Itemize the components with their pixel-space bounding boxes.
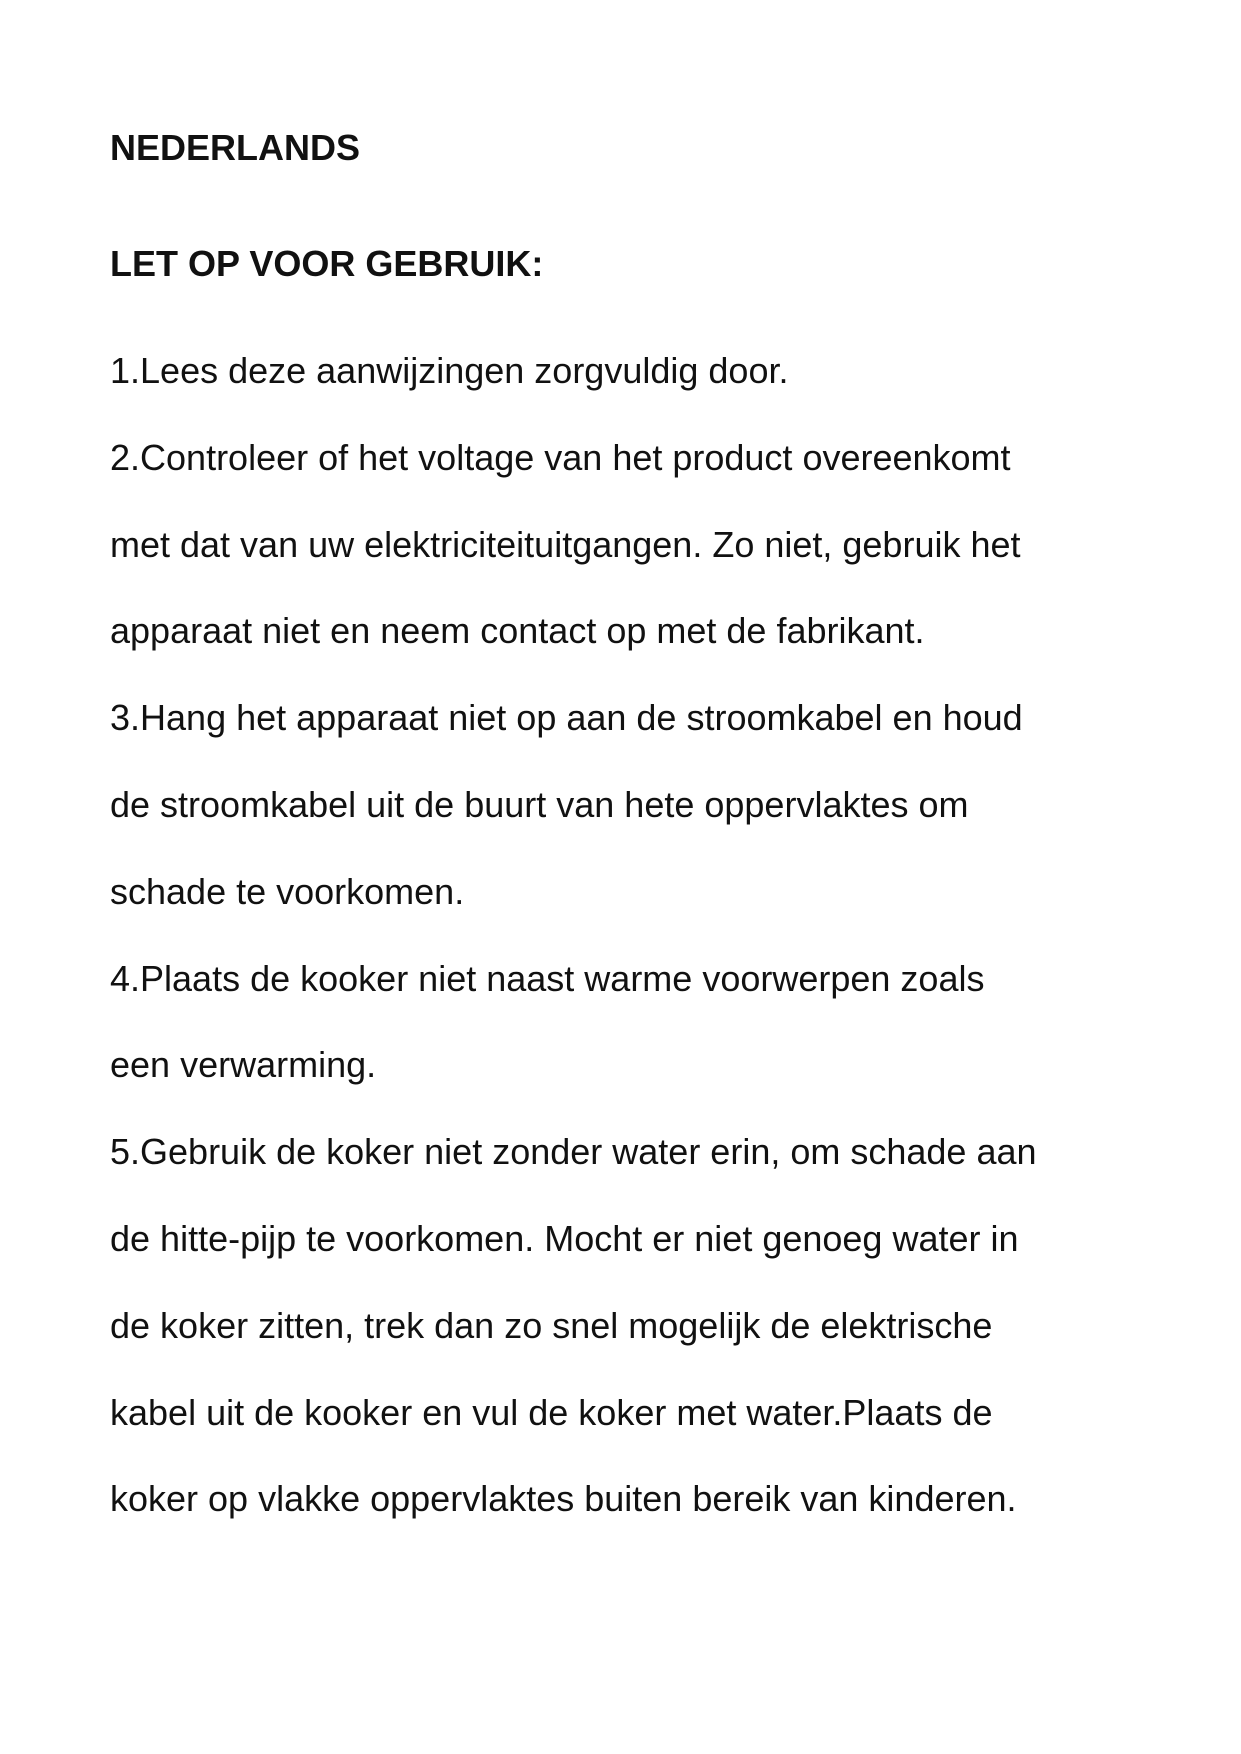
instruction-line-1: 1.Lees deze aanwijzingen zorgvuldig door.: [110, 350, 789, 391]
section-heading: LET OP VOOR GEBRUIK:: [110, 243, 544, 284]
instruction-list: [110, 328, 1150, 1543]
instruction-line-9: een verwarming.: [110, 1044, 377, 1086]
instruction-line-3: met dat van uw elektriciteituitgangen. Zo niet, gebruik het: [110, 523, 1021, 565]
instruction-line-11: de hitte-pijp te voorkomen. Mocht er niet genoeg water in: [110, 1217, 1019, 1259]
instruction-line-13: kabel uit de kooker en vul de koker met water.Plaats de: [110, 1391, 993, 1433]
instruction-line-4: apparaat niet en neem contact op met de fabrikant.: [110, 610, 925, 652]
instruction-line-5: 3.Hang het apparaat niet op aan de stroomkabel en houd: [110, 697, 1023, 739]
instruction-line-6: de stroomkabel uit de buurt van hete oppervlaktes om: [110, 783, 969, 825]
instruction-line-14: koker op vlakke oppervlaktes buiten bereik van kinderen.: [110, 1478, 1017, 1520]
instruction-line-10: 5.Gebruik de koker niet zonder water erin, om schade aan: [110, 1131, 1037, 1173]
language-heading: NEDERLANDS: [110, 127, 361, 168]
instruction-line-12: de koker zitten, trek dan zo snel mogelijk de elektrische: [110, 1304, 993, 1346]
instruction-line-7: schade te voorkomen.: [110, 870, 465, 912]
instruction-line-2: 2.Controleer of het voltage van het product overeenkomt: [110, 436, 1011, 478]
instruction-line-8: 4.Plaats de kooker niet naast warme voorwerpen zoals: [110, 957, 985, 999]
